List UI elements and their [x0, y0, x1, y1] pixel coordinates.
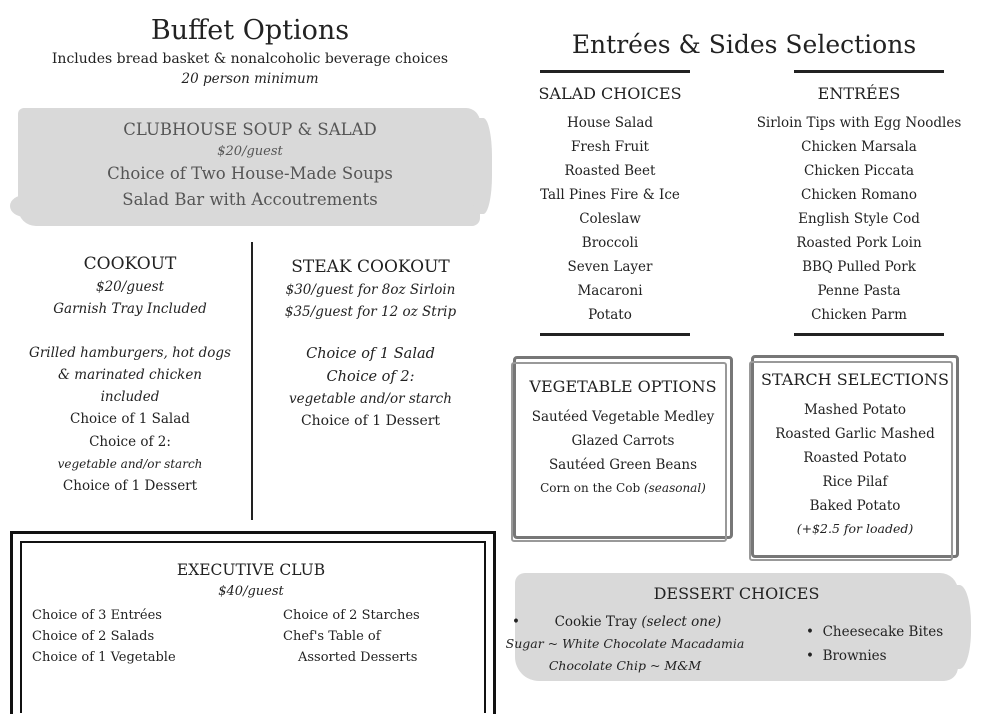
- dessert-cookie-note: (select one): [641, 614, 722, 630]
- entree-item: Chicken Marsala: [801, 139, 917, 155]
- entree-item: Penne Pasta: [817, 283, 901, 299]
- executive-right-item: Assorted Desserts: [298, 650, 418, 665]
- dessert-right-item: • Brownies: [806, 648, 887, 664]
- executive-left-list: [32, 605, 176, 668]
- salad-item: Broccoli: [581, 235, 639, 251]
- salad-item: Coleslaw: [579, 211, 641, 227]
- cookout-desc-2: & marinated chicken: [57, 367, 203, 383]
- salad-title: SALAD CHOICES: [538, 84, 682, 103]
- executive-left-item: Choice of 3 Entrées: [32, 608, 162, 623]
- executive-right-list: [283, 605, 420, 668]
- vegetable-section: [513, 375, 733, 499]
- steak-title: STEAK COOKOUT: [291, 257, 450, 277]
- dessert-right-item: • Cheesecake Bites: [806, 624, 944, 640]
- vegetable-item: Sautéed Vegetable Medley: [531, 409, 715, 425]
- entree-item: Chicken Romano: [800, 187, 918, 203]
- clubhouse-line-1: Choice of Two House-Made Soups: [107, 164, 393, 183]
- dessert-cookie-row: [512, 611, 721, 633]
- dessert-flavors-2: Chocolate Chip ~ M&M: [548, 658, 702, 673]
- entree-title: ENTRÉES: [817, 84, 901, 103]
- dessert-cookie: Cookie Tray: [554, 614, 638, 630]
- buffet-subtitle: Includes bread basket & nonalcoholic beverage choices: [51, 51, 449, 67]
- salad-item: Fresh Fruit: [571, 139, 649, 155]
- executive-left-item: Choice of 1 Vegetable: [32, 650, 176, 665]
- buffet-title: Buffet Options: [150, 15, 350, 46]
- entree-rule-bottom: [794, 333, 944, 336]
- starch-item: Rice Pilaf: [822, 474, 888, 490]
- clubhouse-section: [20, 118, 480, 213]
- cookout-divider: [251, 242, 253, 520]
- starch-item: Roasted Potato: [803, 450, 907, 466]
- selections-title: Entrées & Sides Selections: [571, 30, 917, 59]
- vegetable-corn-note: (seasonal): [643, 481, 706, 495]
- entree-rule-top: [794, 70, 944, 73]
- clubhouse-line-2: Salad Bar with Accoutrements: [122, 190, 378, 209]
- executive-right-item: Chef's Table of: [283, 629, 381, 644]
- executive-header: [20, 559, 482, 603]
- starch-item: Roasted Garlic Mashed: [775, 426, 935, 442]
- dessert-bullet: •: [806, 648, 814, 664]
- vegetable-item: Glazed Carrots: [571, 433, 675, 449]
- salad-item: Roasted Beet: [564, 163, 656, 179]
- cookout-dessert: Choice of 1 Dessert: [62, 478, 198, 494]
- buffet-minimum: 20 person minimum: [181, 71, 319, 87]
- dessert-flavors-1: Sugar ~ White Chocolate Macadamia: [505, 636, 745, 651]
- cookout-salad: Choice of 1 Salad: [70, 411, 190, 427]
- cookout-garnish: Garnish Tray Included: [53, 301, 207, 317]
- dessert-bullet: •: [806, 624, 814, 640]
- salad-item: Macaroni: [577, 283, 643, 299]
- cookout-price: $20/guest: [96, 279, 164, 295]
- dessert-bullet: •: [512, 614, 520, 630]
- executive-price: $40/guest: [218, 584, 284, 599]
- vegetable-corn-label: Corn on the Cob: [540, 481, 641, 495]
- steak-salad: Choice of 1 Salad: [306, 346, 435, 362]
- steak-price-2: $35/guest for 12 oz Strip: [284, 304, 457, 320]
- steak-choice: Choice of 2:: [326, 369, 415, 385]
- executive-right-item: Choice of 2 Starches: [283, 608, 420, 623]
- clubhouse-price: $20/guest: [217, 144, 283, 159]
- dessert-right-list: [806, 620, 943, 668]
- steak-dessert: Choice of 1 Dessert: [300, 413, 441, 429]
- vegetable-corn: [513, 477, 733, 499]
- dessert-title: DESSERT CHOICES: [653, 584, 820, 603]
- steak-section: [258, 255, 483, 433]
- entree-item: BBQ Pulled Pork: [802, 259, 916, 275]
- salad-item: Tall Pines Fire & Ice: [540, 187, 680, 203]
- steak-veg: vegetable and/or starch: [289, 391, 452, 407]
- executive-title: EXECUTIVE CLUB: [176, 561, 326, 579]
- salad-rule-bottom: [540, 333, 690, 336]
- entree-item: Chicken Piccata: [803, 163, 915, 179]
- salad-rule-top: [540, 70, 690, 73]
- starch-note: (+$2.5 for loaded): [796, 521, 914, 536]
- cookout-desc-1: Grilled hamburgers, hot dogs: [29, 345, 231, 361]
- clubhouse-title: CLUBHOUSE SOUP & SALAD: [123, 120, 377, 139]
- starch-section: [751, 368, 959, 540]
- cookout-desc-3: included: [100, 389, 160, 405]
- entree-item: Roasted Pork Loin: [796, 235, 922, 251]
- entree-item: English Style Cod: [798, 211, 920, 227]
- entree-item: Chicken Parm: [811, 307, 907, 323]
- cookout-title: COOKOUT: [83, 254, 177, 274]
- executive-left-item: Choice of 2 Salads: [32, 629, 155, 644]
- starch-item: Mashed Potato: [803, 402, 907, 418]
- entree-item: Sirloin Tips with Egg Noodles: [756, 115, 962, 131]
- vegetable-item: Sautéed Green Beans: [548, 457, 698, 473]
- dessert-flavors: [505, 633, 745, 677]
- buffet-header: [20, 14, 480, 89]
- salad-item: House Salad: [566, 115, 654, 131]
- steak-price-1: $30/guest for 8oz Sirloin: [285, 282, 456, 298]
- cookout-section: [15, 252, 245, 498]
- cookout-choice: Choice of 2:: [89, 434, 171, 450]
- salad-section: [525, 82, 695, 327]
- cookout-veg: vegetable and/or starch: [57, 457, 203, 471]
- salad-item: Potato: [588, 307, 632, 323]
- starch-title: STARCH SELECTIONS: [761, 370, 949, 389]
- salad-item: Seven Layer: [567, 259, 653, 275]
- starch-item: Baked Potato: [809, 498, 901, 514]
- vegetable-title: VEGETABLE OPTIONS: [529, 377, 717, 396]
- entree-section: [742, 82, 976, 327]
